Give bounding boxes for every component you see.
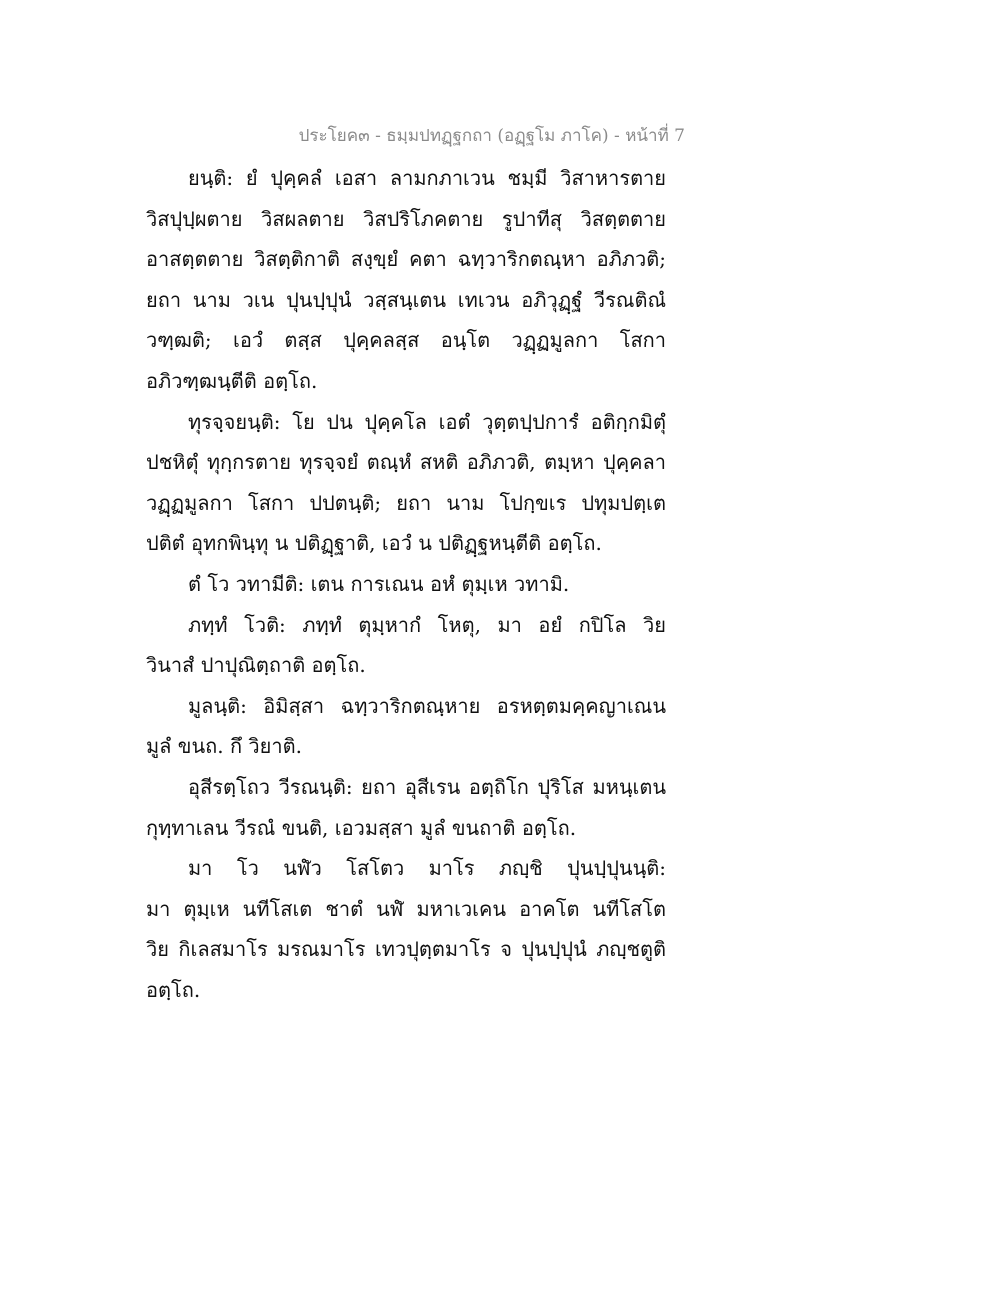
text-line: วิสปุปฺผตาย วิสผลตาย วิสปริโภคตาย รูปาทีสุ วิสตฺตตาย bbox=[146, 206, 666, 231]
text-line: มา ตุมฺเห นทีโสเต ชาตํ นฬํ มหาเวเคน อาคโต นทีโสโต bbox=[146, 896, 666, 921]
text-line: ปชหิตุํ ทุกฺกรตาย ทุรจฺจยํ ตณฺหํ สหติ อภิภวติ, ตมฺหา ปุคฺคลา bbox=[146, 450, 666, 475]
text-line: วิย กิเลสมาโร มรณมาโร เทวปุตฺตมาโร จ ปุนปฺปุนํ ภญฺชตูติ bbox=[146, 937, 666, 962]
text-line: วฑฺฒติ; เอวํ ตสฺส ปุคฺคลสฺส อนฺโต วฏฺฏมูลกา โสกา bbox=[146, 328, 666, 353]
text-line: ทุรจฺจยนฺติ: โย ปน ปุคฺคโล เอตํ วุตฺตปฺปการํ อติกฺกมิตุํ bbox=[188, 409, 666, 434]
text-line: อตฺโถ. bbox=[146, 977, 201, 1002]
document-body bbox=[146, 158, 666, 1010]
paragraph-duraccayanti bbox=[146, 402, 666, 564]
text-line: มูลนฺติ: อิมิสฺสา ฉทฺวาริกตณฺหาย อรหตฺตมคฺคญาเณน bbox=[188, 693, 666, 718]
paragraph-usiratthova bbox=[146, 767, 666, 848]
text-line: ยถา นาม วเน ปุนปฺปุนํ วสฺสนฺเตน เทเวน อภิวุฏฺฐํ วีรณติณํ bbox=[146, 287, 666, 312]
paragraph-mulanti bbox=[146, 686, 666, 767]
text-line: วินาสํ ปาปุณิตฺถาติ อตฺโถ. bbox=[146, 653, 366, 678]
paragraph-tam-vo-vadami bbox=[146, 564, 666, 605]
text-line: วฏฺฏมูลกา โสกา ปปตนฺติ; ยถา นาม โปกฺขเร ปทุมปตฺเต bbox=[146, 490, 666, 515]
text-line: ยนฺติ: ยํ ปุคฺคลํ เอสา ลามกภาเวน ชมฺมี วิสาหารตาย bbox=[188, 166, 666, 190]
page-header: ประโยค๓ - ธมฺมปทฏฺฐกถา (อฏฺฐโม ภาโค) - หน้าที่ 7 bbox=[298, 126, 685, 146]
text-line: อุสีรตฺโถว วีรณนฺติ: ยถา อุสีเรน อตฺถิโก ปุริโส มหนฺเตน bbox=[188, 774, 666, 799]
text-line: อาสตฺตตาย วิสตฺติกาติ สงฺขฺยํ คตา ฉทฺวาริกตณฺหา อภิภวติ; bbox=[146, 247, 666, 272]
paragraph-bhaddam-voti bbox=[146, 605, 666, 686]
text-line: ภทฺทํ โวติ: ภทฺทํ ตุมฺหากํ โหตุ, มา อยํ กปิโล วิย bbox=[188, 612, 666, 637]
text-line: อภิวฑฺฒนฺตีติ อตฺโถ. bbox=[146, 368, 318, 393]
text-line: ปติตํ อุทกพินฺทุ น ปติฏฺฐาติ, เอวํ น ปติฏฺฐหนฺตีติ อตฺโถ. bbox=[146, 531, 602, 556]
text-line: กุทฺทาเลน วีรณํ ขนติ, เอวมสฺสา มูลํ ขนถาติ อตฺโถ. bbox=[146, 815, 577, 840]
text-line: มูลํ ขนถ. กึ วิยาติ. bbox=[146, 734, 302, 759]
paragraph-ma-vo-nalam bbox=[146, 848, 666, 1010]
text-line: ตํ โว วทามีติ: เตน การเณน อหํ ตุมฺเห วทามิ. bbox=[188, 571, 570, 596]
text-line: มา โว นฬํว โสโตว มาโร ภญฺชิ ปุนปฺปุนนฺติ: bbox=[188, 856, 666, 881]
paragraph-yanti bbox=[146, 158, 666, 402]
